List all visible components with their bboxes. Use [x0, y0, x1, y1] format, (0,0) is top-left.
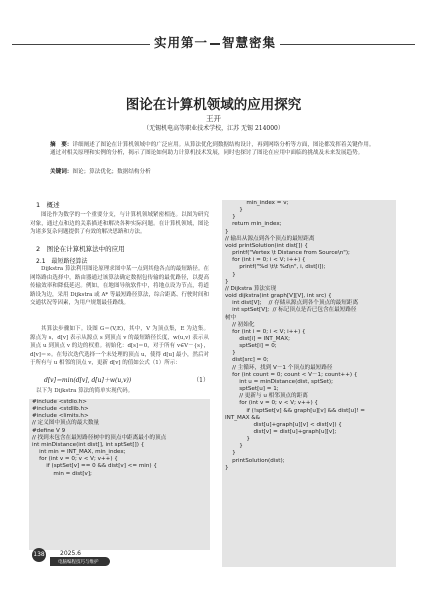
journal-name: 电脑编程技巧与维护: [58, 560, 99, 565]
code-line: dist[u]+graph[u][v] < dist[v]) {: [225, 421, 342, 428]
column-header-part2: 智慧密集: [222, 35, 277, 50]
code-line: int dist[V]; // 存储从源点到各个顶点的最短距离: [225, 300, 359, 307]
code-line: // 初始化: [225, 321, 255, 328]
code-line: }: [225, 464, 229, 471]
code-line: int minDistance(int dist[], int sptSet[]) {: [32, 441, 145, 448]
code-line: printSolution(dist);: [225, 457, 285, 464]
code-line: printf("Vertex \t Distance from Source\n");: [225, 250, 350, 257]
code-line: if (sptSet[v] == 0 && dist[v] <= min) {: [32, 463, 157, 470]
abstract-label: 摘 要：: [50, 142, 73, 148]
section-2-1-heading: 2.1 最短路径算法: [36, 258, 88, 265]
section-2-heading: 2 图论在计算机算法中的应用: [36, 245, 125, 253]
code-line: for (int v = 0; v < V; v++) {: [32, 456, 118, 463]
code-line: dist[i] = INT_MAX;: [225, 335, 291, 342]
code-line: printf("%d \t\t %d\n", i, dist[i]);: [225, 264, 326, 271]
column-header-part1: 实用第一: [154, 35, 209, 50]
section-1-heading: 1 概述: [36, 201, 60, 209]
code-line: }: [225, 443, 243, 450]
keywords: [50, 167, 380, 175]
code-line: }: [225, 207, 243, 214]
section-2-paragraph-2: 其算法步骤如下。设图 G＝(V,E)，其中，V 为顶点集，E 为边集。源点为 s，d[v] 表示从源点 s 到顶点 v 的最短路径长度，w(u,v) 表示从顶点 u 到顶点 v 的边的权重。初始化：d[s]＝0，对于所有 v∈V－{s}，d[v]＝∞。在每次迭代选择一个未处理的顶点 u，使得 d[u] 最小，然后对于所有与 u 相邻的顶点 v，更新 d[v] 的值如公式（1）所示：: [30, 326, 209, 367]
article-title: 图论在计算机领域的应用探究: [125, 97, 302, 113]
code-block-left: [29, 399, 210, 550]
code-line: 树中: [225, 314, 237, 321]
section-1-paragraph: 图论作为数学的一个重要分支，与计算机领域紧密相连。以图为研究对象，通过点和边的关系描述和解决各种实际问题。在计算机领域，图论为诸多复杂问题提供了有效的解决思路和方法。: [30, 212, 209, 236]
header-dash: [210, 43, 220, 45]
keywords-text: 图论；算法优化；数据结构分析: [72, 169, 151, 175]
code-line: #include <stdlib.h>: [32, 406, 89, 413]
code-line: // 主循环，找到 V－1 个顶点的最短路径: [225, 364, 333, 371]
code-line: int u = minDistance(dist, sptSet);: [225, 378, 333, 385]
code-line: #include <limits.h>: [32, 413, 89, 420]
column-header: [150, 33, 280, 51]
keywords-label: 关键词：: [50, 169, 73, 175]
code-line: }: [225, 436, 250, 443]
code-line: for (int i = 0; i < V; i++) {: [225, 328, 306, 335]
code-line: #define V 9: [32, 427, 66, 434]
equation-number: （1）: [193, 377, 209, 384]
code-line: if (!sptSet[v] && graph[u][v] && dist[u]! =: [225, 407, 365, 414]
code-line: }: [225, 214, 236, 221]
code-line: sptSet[u] = 1;: [225, 386, 279, 393]
code-line: return min_index;: [225, 221, 282, 228]
code-line: dist[v] = dist[u]+graph[u][v];: [225, 429, 337, 435]
code-line: int min = INT_MAX, min_index;: [32, 449, 126, 456]
section-2-paragraph-1: Dijkstra 算法利用图论原理求图中某一点到其他各点的最短路径。在网络路由选择中，路由器通过该算法确定数据包传输的最优路径，以提高传输效率和降低延迟。例如，在地图导航软件中，将地点设为节点，将道路设为边，采用 Dijkstra 或 A* 等最短路径算法，综合距离、行驶时间和交通状况等因素，为用户规划最佳路线。: [30, 266, 209, 307]
code-line: for (int v = 0; v < V; v++) {: [225, 400, 318, 407]
author-affiliation: （无锡机电高等职业技术学校，江苏 无锡 214000）: [143, 125, 284, 132]
code-line: // Dijkstra 算法实现: [225, 285, 277, 292]
abstract: [50, 141, 380, 158]
code-line: sptSet[i] = 0;: [225, 343, 277, 350]
code-line: // 输出从源点到各个顶点的最短距离: [225, 235, 315, 242]
article-author: 王开: [206, 114, 221, 123]
code-line: min = dist[v];: [32, 470, 92, 477]
section-2-paragraph-3: 以下为 Dijkstra 算法的简单实现代码。: [36, 388, 134, 394]
abstract-text: 详细阐述了图论在计算机领域中的广泛应用。从算法优化到数据结构设计，再到网络分析等方面，图论都发挥着关键作用。通过对相关原理和实例的分析，揭示了图论如何助力计算机技术发展，同时也探讨了图论在应用中面临的挑战及未来发展趋势。: [50, 142, 375, 157]
code-line: for (int i = 0; i < V; i++) {: [225, 257, 306, 264]
code-line: for (int count = 0; count < V－1; count++) {: [225, 371, 358, 378]
code-line: // 更新与 u 相邻顶点的距离: [225, 393, 308, 400]
issue-date: 2025.6: [60, 550, 81, 557]
equation-text: d[v]＝min(d[v], d[u]＋w(u,v)): [44, 377, 132, 384]
code-block-right: [222, 200, 396, 567]
code-line: dist[src] = 0;: [225, 357, 269, 364]
code-line: INT_MAX &&: [225, 414, 261, 421]
code-line: min_index = v;: [225, 200, 289, 206]
code-line: #include <stdio.h>: [32, 399, 87, 405]
code-line: int sptSet[V]; // 标记顶点是否已包含在最短路径: [225, 307, 357, 314]
code-line: }: [225, 350, 236, 357]
page-number: 138: [32, 548, 46, 562]
code-line: void printSolution(int dist[]) {: [225, 242, 308, 249]
equation-1: [44, 375, 209, 384]
code-line: }: [225, 228, 229, 235]
code-line: void dijkstra(int graph[V][V], int src) {: [225, 293, 332, 300]
code-line: }: [225, 450, 236, 457]
code-line: }: [225, 271, 236, 278]
code-line: // 找到未包含在最短路径树中的顶点中距离最小的顶点: [32, 434, 167, 441]
code-line: // 定义图中顶点的最大数量: [32, 420, 100, 427]
code-line: }: [225, 278, 229, 285]
